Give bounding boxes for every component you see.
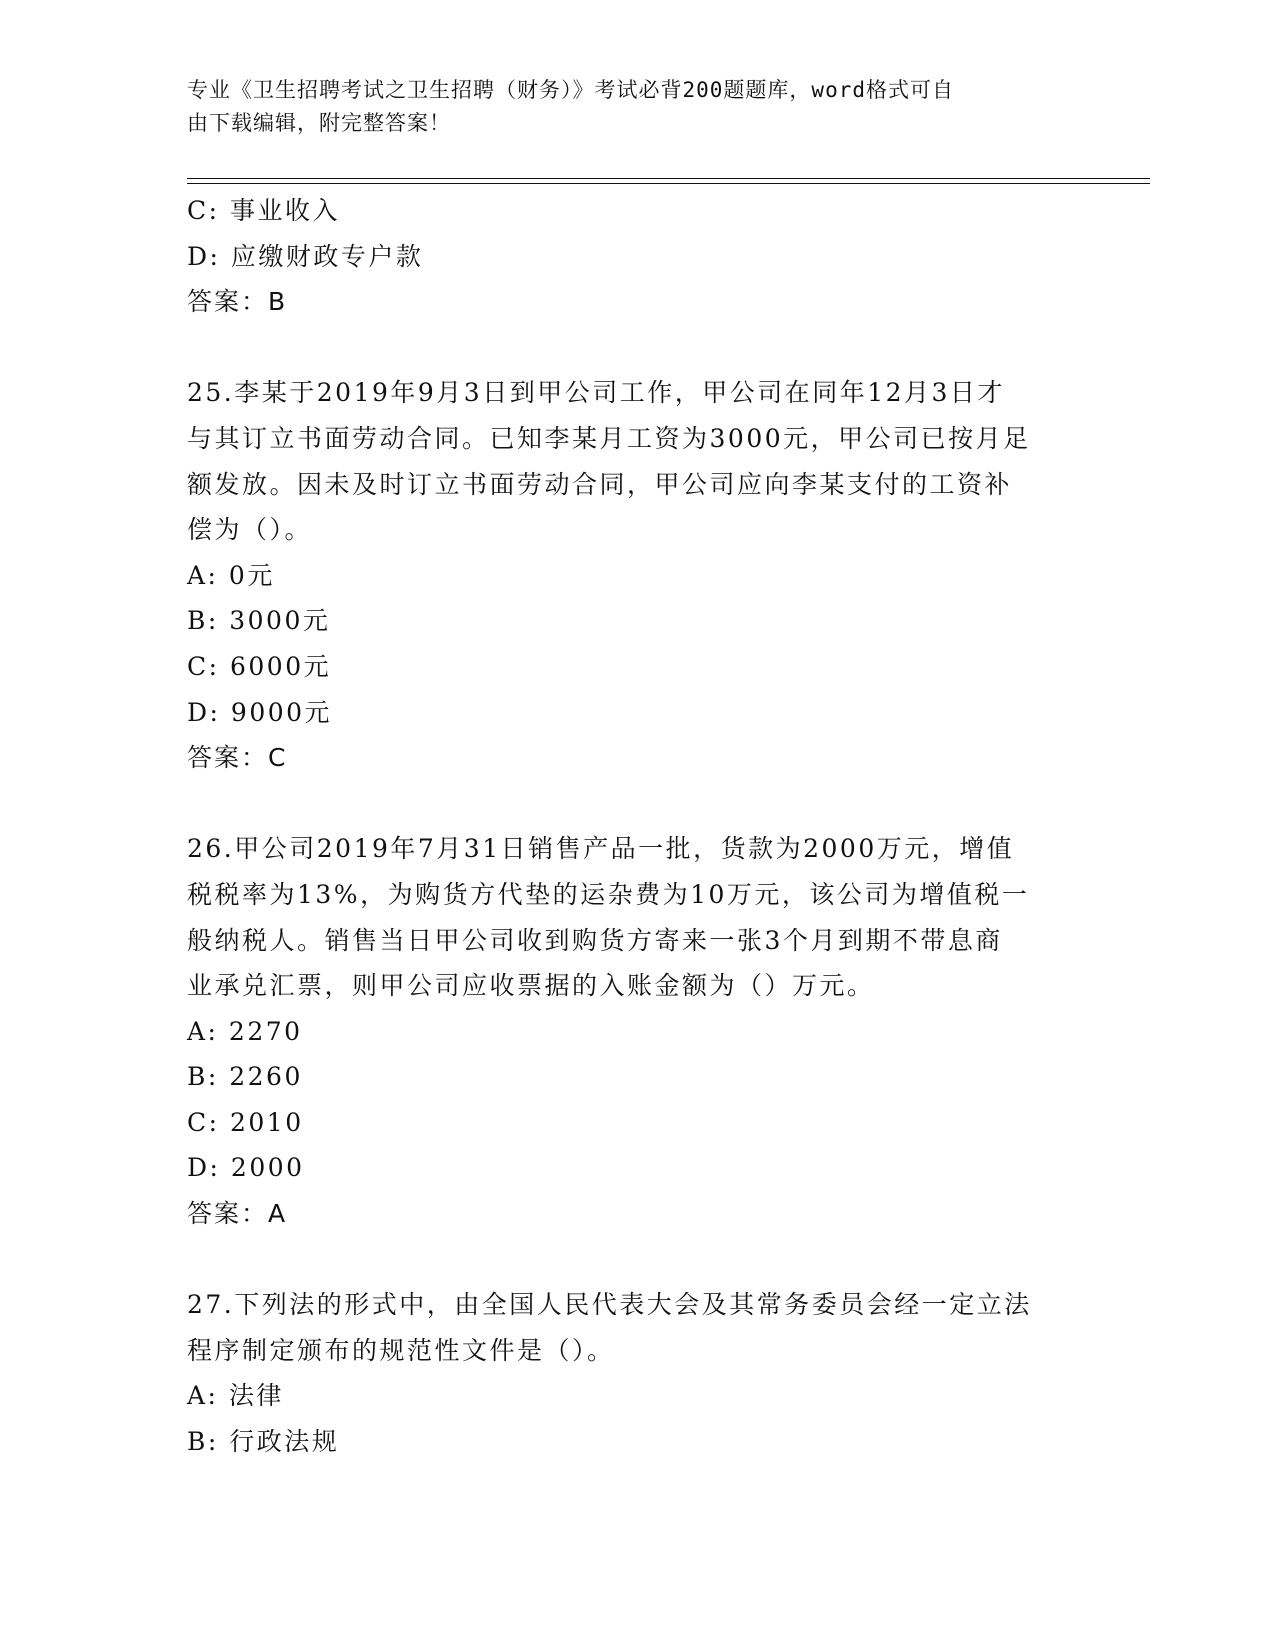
question-text-line: 26.甲公司2019年7月31日销售产品一批，货款为2000万元，增值 [187,834,1015,864]
option-a: A: 2270 [187,1016,303,1046]
header-title-line-1: 专业《卫生招聘考试之卫生招聘（财务）》考试必背200题题库，word格式可自 [187,78,954,102]
question-text-line: 税税率为13%，为购货方代垫的运杂费为10万元，该公司为增值税一 [187,879,1030,909]
question-text-line: 业承兑汇票，则甲公司应收票据的入账金额为（）万元。 [187,971,875,1001]
question-text-line: 般纳税人。销售当日甲公司收到购货方寄来一张3个月到期不带息商 [187,925,1003,955]
question-24-tail [187,188,1087,325]
question-27 [187,1282,1087,1464]
option-d: D: 2000 [187,1153,305,1183]
answer-line: 答案：A [187,1199,288,1229]
header-divider-top [187,178,1150,179]
question-25 [187,370,1087,780]
answer-line: 答案：B [187,287,288,317]
option-c: C: 事业收入 [187,196,340,225]
question-text-line: 偿为（）。 [187,515,313,545]
option-d: D: 应缴财政专户款 [187,241,424,271]
question-text-line: 额发放。因未及时订立书面劳动合同，甲公司应向李某支付的工资补 [187,469,1013,499]
option-a: A: 0元 [187,560,275,590]
document-body [187,188,1087,1465]
spacer [187,1237,1087,1283]
option-a: A: 法律 [187,1381,284,1411]
option-b: B: 行政法规 [187,1427,340,1457]
document-header [187,74,1077,140]
answer-line: 答案：C [187,743,288,773]
option-b: B: 3000元 [187,606,331,636]
header-divider-bottom [187,183,1150,184]
spacer [187,781,1087,827]
spacer [187,325,1087,371]
question-26 [187,826,1087,1236]
option-c: C: 2010 [187,1107,304,1137]
question-text-line: 27.下列法的形式中，由全国人民代表大会及其常务委员会经一定立法 [187,1290,1032,1320]
option-b: B: 2260 [187,1062,303,1092]
question-text-line: 与其订立书面劳动合同。已知李某月工资为3000元，甲公司已按月足 [187,423,1031,453]
question-text-line: 程序制定颁布的规范性文件是（）。 [187,1335,615,1365]
option-d: D: 9000元 [187,697,333,727]
question-text-line: 25.李某于2019年9月3日到甲公司工作，甲公司在同年12月3日才 [187,378,1005,408]
option-c: C: 6000元 [187,651,332,681]
header-title-line-2: 由下载编辑，附完整答案！ [187,111,451,135]
